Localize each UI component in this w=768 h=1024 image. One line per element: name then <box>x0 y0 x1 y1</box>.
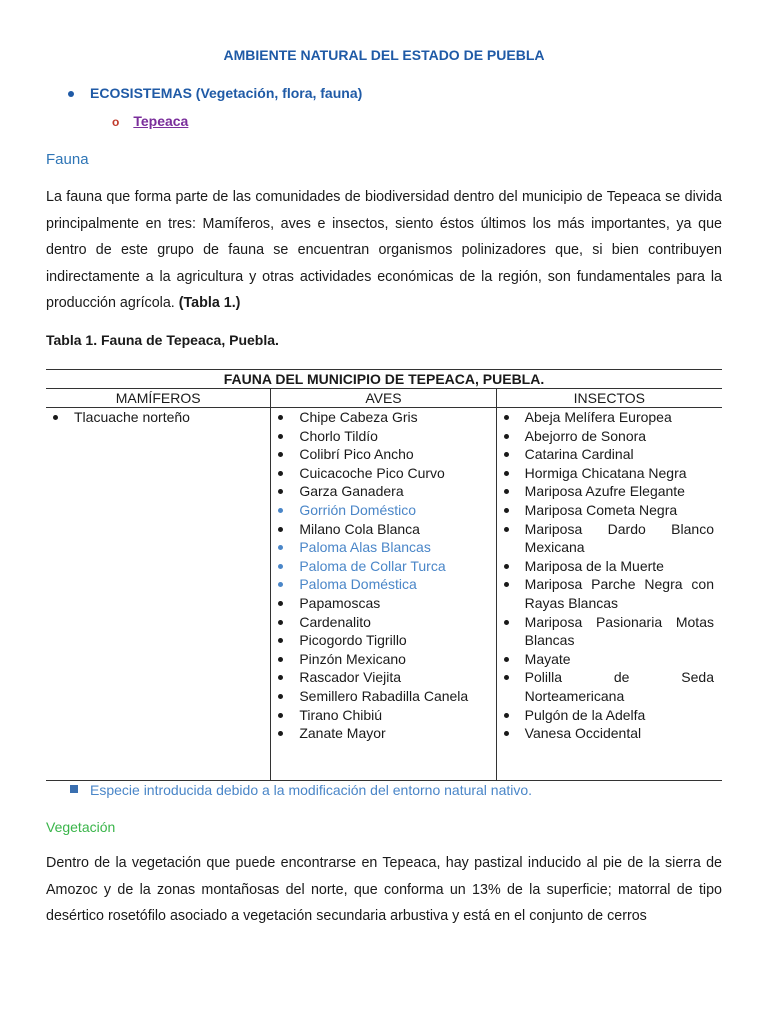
ecosystems-label: ECOSISTEMAS (Vegetación, flora, fauna) <box>90 85 363 101</box>
document-title: AMBIENTE NATURAL DEL ESTADO DE PUEBLA <box>223 47 545 63</box>
ave-item: Garza Ganadera <box>299 482 487 501</box>
ecosystems-list-item <box>68 85 362 101</box>
ave-item: Pinzón Mexicano <box>299 650 487 669</box>
table-body-row <box>46 408 722 780</box>
ave-item: Chipe Cabeza Gris <box>299 408 487 427</box>
fauna-heading: Fauna <box>46 151 89 168</box>
insecto-item: Hormiga Chicatana Negra <box>525 464 714 483</box>
header-mamiferos: MAMÍFEROS <box>46 389 271 407</box>
ave-item: Paloma de Collar Turca <box>299 557 487 576</box>
ave-item: Semillero Rabadilla Canela <box>299 687 487 706</box>
insectos-cell <box>497 408 722 780</box>
insecto-item: Mariposa de la Muerte <box>525 557 714 576</box>
table-title: FAUNA DEL MUNICIPIO DE TEPEACA, PUEBLA. <box>46 370 722 389</box>
bullet-icon <box>68 91 74 97</box>
aves-list <box>271 408 495 743</box>
insecto-item: Mariposa Parche Negra con Rayas Blancas <box>524 576 714 611</box>
ave-item: Zanate Mayor <box>299 724 487 743</box>
insecto-item: Pulgón de la Adelfa <box>525 706 714 725</box>
insecto-item: Abeja Melífera Europea <box>525 408 714 427</box>
insecto-item: Mariposa Cometa Negra <box>525 501 714 520</box>
vegetation-paragraph: Dentro de la vegetación que puede encontrarse en Tepeaca, hay pastizal inducido al pie de la sierra de Amozoc y de la zonas montañosas del norte, que conforma un 13% de la superficie; matorral de tipo desértico rosetófilo asociado a vegetación secundaria arbustiva y está en el conjunto de cerros <box>46 855 722 925</box>
fauna-table <box>46 369 722 781</box>
insecto-item: Polilla de Seda Norteamericana <box>524 669 714 704</box>
fauna-paragraph-text: La fauna que forma parte de las comunidades de biodiversidad dentro del municipio de Tepeaca se divida principalmente en tres: Mamíferos, aves e insectos, siento éstos últimos los más importantes, ya que dentro de este grupo de fauna se encuentran organismos polinizadores que, si bien contribuyen indirectamente a la agricultura y otras actividades económicas de la región, son fundamentales para la producción agrícola. <box>46 189 722 312</box>
header-insectos: INSECTOS <box>573 390 645 406</box>
mamifero-item: Tlacuache norteño <box>74 408 262 427</box>
fauna-paragraph <box>46 184 722 317</box>
ave-item: Paloma Doméstica <box>299 575 487 594</box>
insecto-item: Mariposa Azufre Elegante <box>525 482 714 501</box>
legend <box>70 782 532 798</box>
aves-cell <box>271 408 496 780</box>
ave-item: Paloma Alas Blancas <box>299 538 487 557</box>
sub-bullet-marker: o <box>112 115 120 129</box>
ave-item: Cuicacoche Pico Curvo <box>299 464 487 483</box>
table-header-row <box>46 389 722 408</box>
vegetation-heading: Vegetación <box>46 819 116 835</box>
insecto-item: Mayate <box>525 650 714 669</box>
ave-item: Milano Cola Blanca <box>299 520 487 539</box>
ave-item: Colibrí Pico Ancho <box>299 445 487 464</box>
ave-item: Papamoscas <box>299 594 487 613</box>
insecto-item: Catarina Cardinal <box>525 445 714 464</box>
insecto-item: Abejorro de Sonora <box>525 427 714 446</box>
table-reference: (Tabla 1.) <box>178 295 241 312</box>
ave-item: Cardenalito <box>299 613 487 632</box>
insecto-item: Mariposa Dardo Blanco Mexicana <box>524 520 714 556</box>
ave-item: Picogordo Tigrillo <box>299 631 487 650</box>
ave-item: Tirano Chibiú <box>299 706 487 725</box>
ave-item: Chorlo Tildío <box>299 427 487 446</box>
legend-square-icon <box>70 785 78 793</box>
mamiferos-list <box>46 408 270 427</box>
insecto-item: Vanesa Occidental <box>525 724 714 743</box>
insectos-list <box>497 408 722 743</box>
mamiferos-cell <box>46 408 271 780</box>
ave-item: Rascador Viejita <box>299 668 487 687</box>
insecto-item: Mariposa Pasionaria Motas Blancas <box>524 613 714 649</box>
table-caption: Tabla 1. Fauna de Tepeaca, Puebla. <box>46 332 279 348</box>
tepeaca-list-item <box>112 113 188 129</box>
header-aves: AVES <box>271 389 496 407</box>
ave-item: Gorrión Doméstico <box>299 501 487 520</box>
legend-text: Especie introducida debido a la modificación del entorno natural nativo. <box>90 782 533 798</box>
tepeaca-link[interactable]: Tepeaca <box>133 113 189 129</box>
